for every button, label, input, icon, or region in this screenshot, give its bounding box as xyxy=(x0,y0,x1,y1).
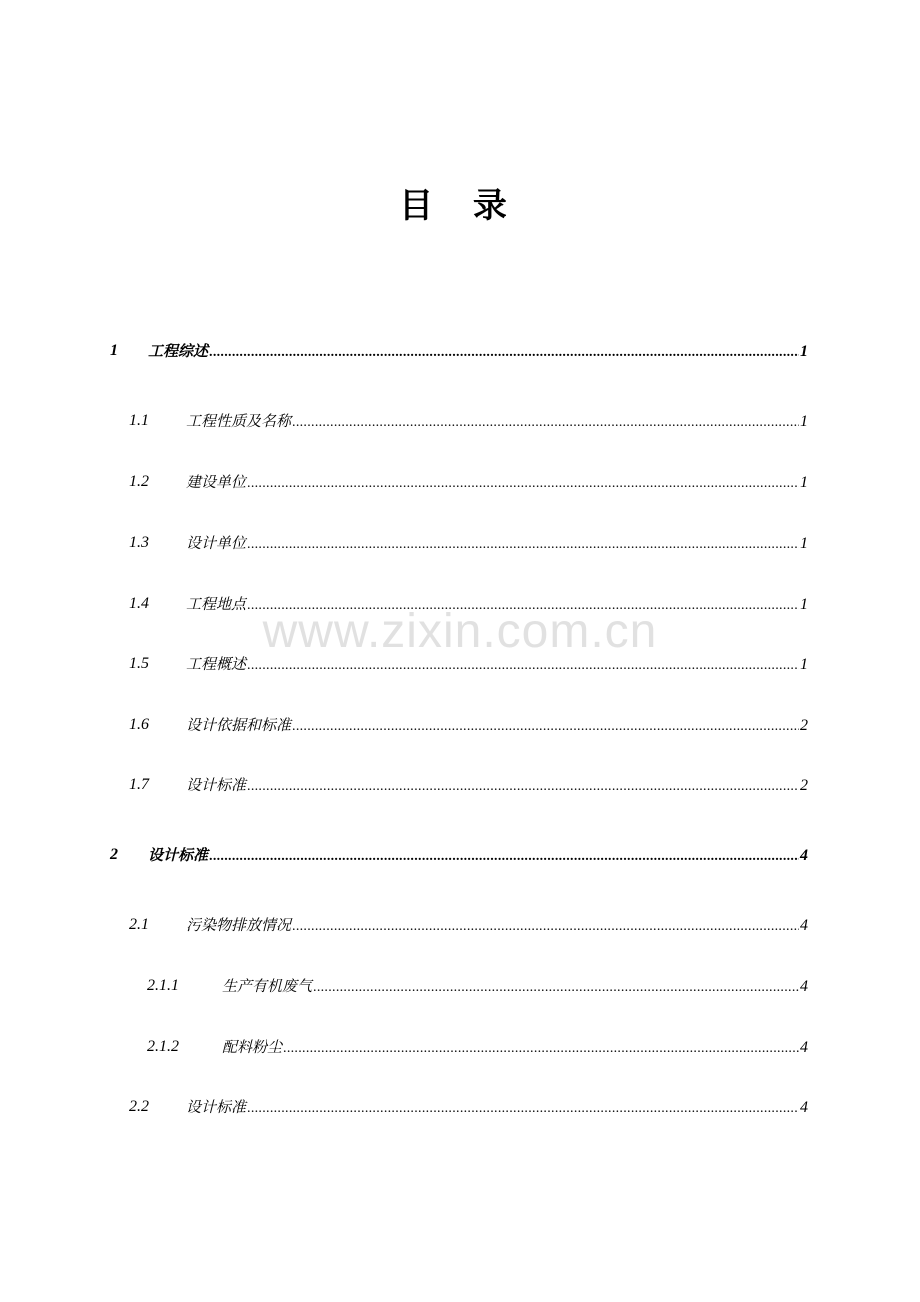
toc-entry[interactable] xyxy=(0,912,920,938)
toc-entry-line xyxy=(186,712,808,740)
toc-entry[interactable] xyxy=(0,591,920,617)
toc-entry-line xyxy=(186,772,808,800)
toc-entry-text: 工程地点 xyxy=(186,595,247,613)
toc-entry-number: 1.2 xyxy=(129,473,149,490)
toc-entry-number: 1.7 xyxy=(129,776,149,793)
toc-entry[interactable] xyxy=(0,712,920,738)
toc-entry-text: 工程概述 xyxy=(186,655,247,673)
toc-entry-line xyxy=(222,973,808,1001)
toc-entry-text: 建设单位 xyxy=(186,473,247,491)
toc-leader-dots xyxy=(247,774,799,800)
toc-entry[interactable] xyxy=(0,469,920,495)
watermark: www.zixin.com.cn xyxy=(262,605,658,658)
toc-entry-number: 1.3 xyxy=(129,534,149,551)
toc-leader-dots xyxy=(209,844,799,870)
toc-entry-number: 2 xyxy=(110,846,118,863)
toc-entry-line xyxy=(148,842,808,870)
toc-entry-page-number: 1 xyxy=(800,535,808,552)
toc-entry-page-number: 1 xyxy=(800,596,808,613)
toc-entry-number: 1.5 xyxy=(129,655,149,672)
toc-title: 目 录 xyxy=(399,186,521,226)
toc-entry-page-number: 1 xyxy=(800,474,808,491)
toc-leader-dots xyxy=(247,593,799,619)
toc-entry-text: 设计单位 xyxy=(186,534,247,552)
toc-entry-line xyxy=(186,651,808,679)
toc-entry-text: 工程性质及名称 xyxy=(186,412,292,430)
toc-entry[interactable] xyxy=(0,338,920,364)
toc-entry-line xyxy=(186,530,808,558)
toc-entry-page-number: 2 xyxy=(800,717,808,734)
toc-entry-number: 1.6 xyxy=(129,716,149,733)
toc-entry[interactable] xyxy=(0,408,920,434)
toc-entry[interactable] xyxy=(0,1094,920,1120)
toc-entry-page-number: 1 xyxy=(800,656,808,673)
toc-entry[interactable] xyxy=(0,651,920,677)
toc-entry-text: 设计标准 xyxy=(148,846,209,864)
toc-leader-dots xyxy=(292,914,799,940)
toc-entry-text: 设计标准 xyxy=(186,1098,247,1116)
toc-entry-number: 1.4 xyxy=(129,595,149,612)
toc-entry-line xyxy=(186,1094,808,1122)
toc-entry[interactable] xyxy=(0,530,920,556)
toc-entry-line xyxy=(186,591,808,619)
toc-entry-number: 1 xyxy=(110,342,118,359)
toc-entry-number: 2.1.2 xyxy=(147,1038,179,1055)
toc-entry-line xyxy=(186,408,808,436)
toc-entry-page-number: 4 xyxy=(800,978,808,995)
toc-entry-text: 工程综述 xyxy=(148,342,209,360)
toc-leader-dots xyxy=(292,714,799,740)
toc-leader-dots xyxy=(283,1036,799,1062)
toc-entry-page-number: 2 xyxy=(800,777,808,794)
toc-entry-line xyxy=(148,338,808,366)
toc-entry[interactable] xyxy=(0,1034,920,1060)
toc-entry-text: 生产有机废气 xyxy=(222,977,313,995)
toc-entry-text: 配料粉尘 xyxy=(222,1038,283,1056)
toc-entry-number: 2.1.1 xyxy=(147,977,179,994)
toc-entry-text: 设计依据和标准 xyxy=(186,716,292,734)
toc-entry-page-number: 1 xyxy=(800,343,808,360)
toc-leader-dots xyxy=(313,975,799,1001)
toc-entry-page-number: 4 xyxy=(800,917,808,934)
toc-entry[interactable] xyxy=(0,842,920,868)
toc-leader-dots xyxy=(247,1096,799,1122)
toc-entry-line xyxy=(222,1034,808,1062)
toc-entry-page-number: 4 xyxy=(800,1099,808,1116)
toc-entry-number: 1.1 xyxy=(129,412,149,429)
toc-entry-line xyxy=(186,912,808,940)
toc-leader-dots xyxy=(247,532,799,558)
toc-leader-dots xyxy=(292,410,799,436)
toc-entry-page-number: 4 xyxy=(800,847,808,864)
toc-entry-line xyxy=(186,469,808,497)
toc-entry[interactable] xyxy=(0,973,920,999)
toc-entry-number: 2.1 xyxy=(129,916,149,933)
toc-leader-dots xyxy=(247,653,799,679)
toc-leader-dots xyxy=(247,471,799,497)
toc-entry-text: 污染物排放情况 xyxy=(186,916,292,934)
toc-entry[interactable] xyxy=(0,772,920,798)
toc-entry-number: 2.2 xyxy=(129,1098,149,1115)
toc-leader-dots xyxy=(209,340,799,366)
toc-entry-text: 设计标准 xyxy=(186,776,247,794)
toc-entry-page-number: 1 xyxy=(800,413,808,430)
toc-entry-page-number: 4 xyxy=(800,1039,808,1056)
